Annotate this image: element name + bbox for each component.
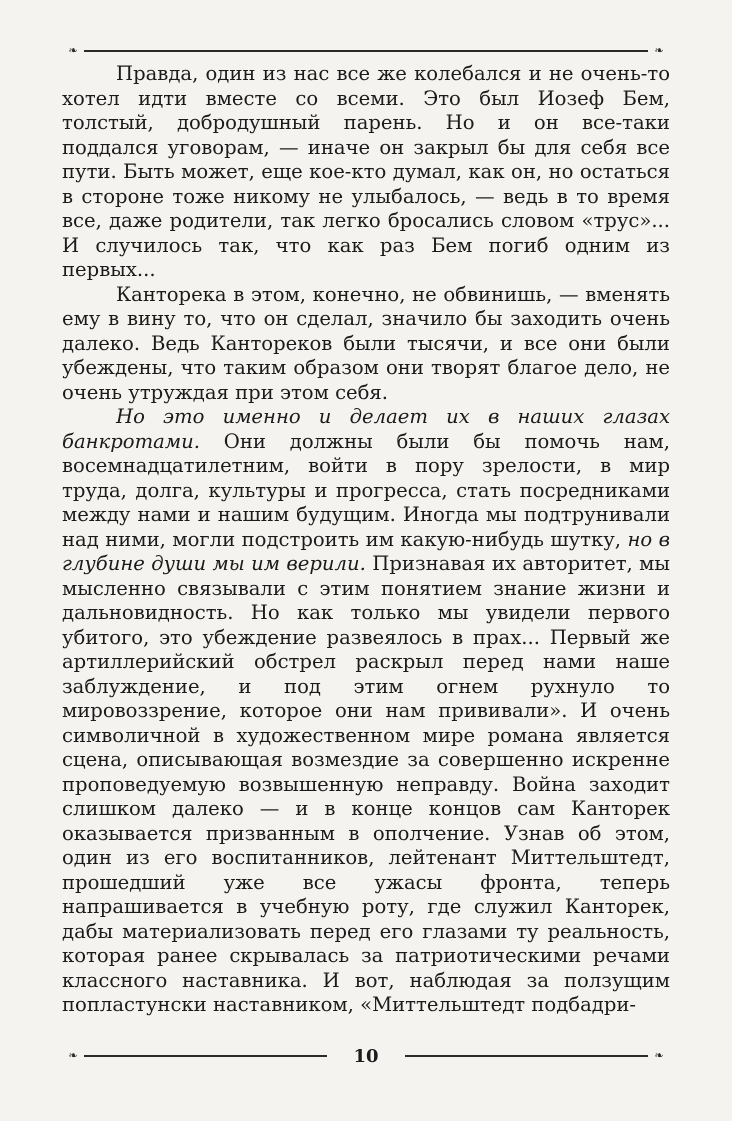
text-span: Канторека в этом, конечно, не обвинишь, — вменять ему в вину то, что он сделал, значило бы заходить очень далеко. Ведь Кантореков были тысячи, и все они были убеждены, что таким образом они творят благое дело, не очень утруждая при этом себя.	[62, 282, 670, 404]
page-footer	[62, 1046, 670, 1066]
footer-rule-left	[84, 1055, 327, 1057]
paragraph-3	[62, 405, 670, 1018]
right-ornament-icon: ❧	[654, 44, 664, 57]
text-span: Правда, один из нас все же колебался и не очень-то хотел идти вместе со всеми. Это был Иозеф Бем, толстый, добродушный парень. Но и он все-таки поддался уговорам, — иначе он закрыл бы для себя все пути. Быть может, еще кое-кто думал, как он, но остаться в стороне тоже никому не улыбалось, — ведь в то время все, даже родители, так легко бросались словом «трус»... И случилось так, что как раз Бем погиб одним из первых...	[62, 62, 670, 281]
text-span: Признавая их авторитет, мы мысленно связывали с этим понятием знание жизни и дальновидность. Но как только мы увидели первого убитого, это убеждение развеялось в прах... Первый же артиллерийский обстрел раскрыл перед нами наше заблуждение, и под этим огнем рухнуло то мировоззрение, которое они нам прививали». И очень символичной в художественном мире романа является сцена, описывающая возмездие за совершенно искренне проповедуемую возвышенную неправду. Война заходит слишком далеко — и в конце концов сам Канторек оказывается призванным в ополчение. Узнав об этом, один из его воспитанников, лейтенант Миттельштедт, прошедший уже все ужасы фронта, теперь напрашивается в учебную роту, где служил Канторек, дабы материализовать перед его глазами ту реальность, которая ранее скрывалась за патриотическими речами классного наставника. И вот, наблюдая за ползущим попластунски наставником, «Миттельштедт подбадри-	[62, 552, 670, 1016]
top-rule	[62, 44, 670, 58]
text-span: Они должны были бы помочь нам, восемнадцатилетним, войти в пору зрелости, в мир труда, долга, культуры и прогресса, стать посредниками между нами и нашим будущим. Иногда мы подтрунивали над ними, могли подстроить им какую-нибудь шутку,	[62, 429, 670, 551]
footer-rule-right	[405, 1055, 648, 1057]
top-rule-line	[84, 50, 648, 52]
left-ornament-icon: ❧	[68, 44, 78, 57]
footer-right-ornament-icon: ❧	[654, 1049, 664, 1062]
page-number: 10	[353, 1045, 379, 1067]
footer-left-ornament-icon: ❧	[68, 1049, 78, 1062]
paragraph-2	[62, 283, 670, 406]
italic-span: Но это именно и делает их в наших глазах банкротами.	[62, 405, 670, 453]
body-text	[62, 62, 670, 1018]
italic-span: но в глубине души мы им верили.	[62, 527, 670, 575]
paragraph-1	[62, 62, 670, 283]
